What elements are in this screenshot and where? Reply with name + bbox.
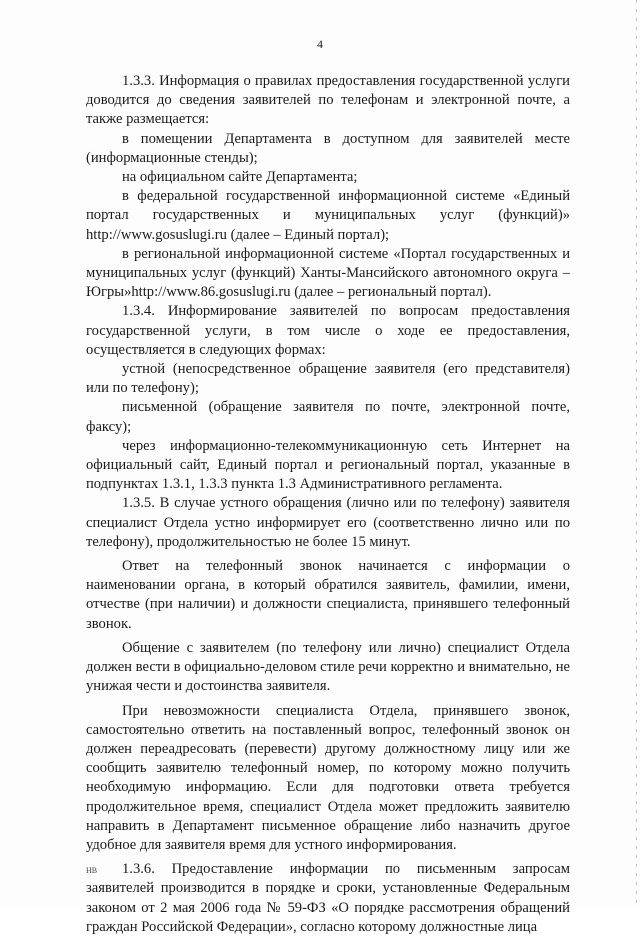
paragraph-regional-portal: в региональной информационной системе «Портал государственных и муниципальных услуг (функций) Ханты-Мансийского автономного округа – Югры»http://www.86.gosuslugi.ru (далее – региональный портал).	[86, 245, 570, 301]
document-body	[86, 72, 570, 937]
paragraph-federal-portal: в федеральной государственной информационной системе «Единый портал государственных и муниципальных услуг (функций)» http://www.gosuslugi.ru (далее – Единый портал);	[86, 188, 570, 243]
paragraph-official-site: на официальном сайте Департамента;	[122, 169, 358, 186]
paragraph-phone-answer: Ответ на телефонный звонок начинается с информации о наименовании органа, в который обратился заявитель, фамилии, имени, отчестве (при наличии) и должности специалиста, принявшего телефонный звонок.	[86, 558, 570, 632]
paragraph-1-3-6: 1.3.6. Предоставление информации по письменным запросам заявителей производится в порядке и сроки, установленные Федеральным законом от 2 мая 2006 года № 59-ФЗ «О порядке рассмотрения обращений граждан Российской Федерации», согласно которому должностные лица	[86, 861, 570, 935]
paragraph-1-3-4: 1.3.4. Информирование заявителей по вопросам предоставления государственной услуги, в том числе о ходе ее предоставления, осуществляется в следующих формах:	[86, 303, 570, 358]
page-number: 4	[317, 37, 323, 51]
scan-edge-line	[636, 0, 637, 905]
paragraph-internet-form: через информационно-телекоммуникационную сеть Интернет на официальный сайт, Единый портал и региональный портал, указанные в подпунктах 1.3.1, 1.3.3 пункта 1.3 Административного регламента.	[86, 437, 570, 493]
paragraph-1-3-5: 1.3.5. В случае устного обращения (лично или по телефону) заявителя специалист Отдела устно информирует его (соответственно лично или по телефону), продолжительностью не более 15 минут.	[86, 495, 570, 550]
paragraph-info-stands: в помещении Департамента в доступном для заявителей месте (информационные стенды);	[86, 130, 570, 166]
paragraph-written-form: письменной (обращение заявителя по почте, электронной почте, факсу);	[86, 399, 570, 435]
footer-mark: HB	[86, 866, 98, 875]
paragraph-oral-form: устной (непосредственное обращение заявителя (его представителя) или по телефону);	[86, 361, 570, 397]
paragraph-redirect-call: При невозможности специалиста Отдела, принявшего звонок, самостоятельно ответить на поставленный вопрос, телефонный звонок он должен переадресовать (перевести) другому должностному лицу или же сообщить заявителю телефонный номер, по которому можно получить необходимую информацию. Если для подготовки ответа требуется продолжительное время, специалист Отдела может предложить заявителю направить в Департамент письменное обращение либо назначить другое удобное для заявителя время для устного информирования.	[86, 702, 570, 853]
paragraph-communication-style: Общение с заявителем (по телефону или лично) специалист Отдела должен вести в официально-деловом стиле речи корректно и внимательно, не унижая чести и достоинства заявителя.	[86, 639, 570, 695]
paragraph-1-3-3: 1.3.3. Информация о правилах предоставления государственной услуги доводится до сведения заявителей по телефонам и электронной почте, а также размещается:	[86, 73, 570, 128]
